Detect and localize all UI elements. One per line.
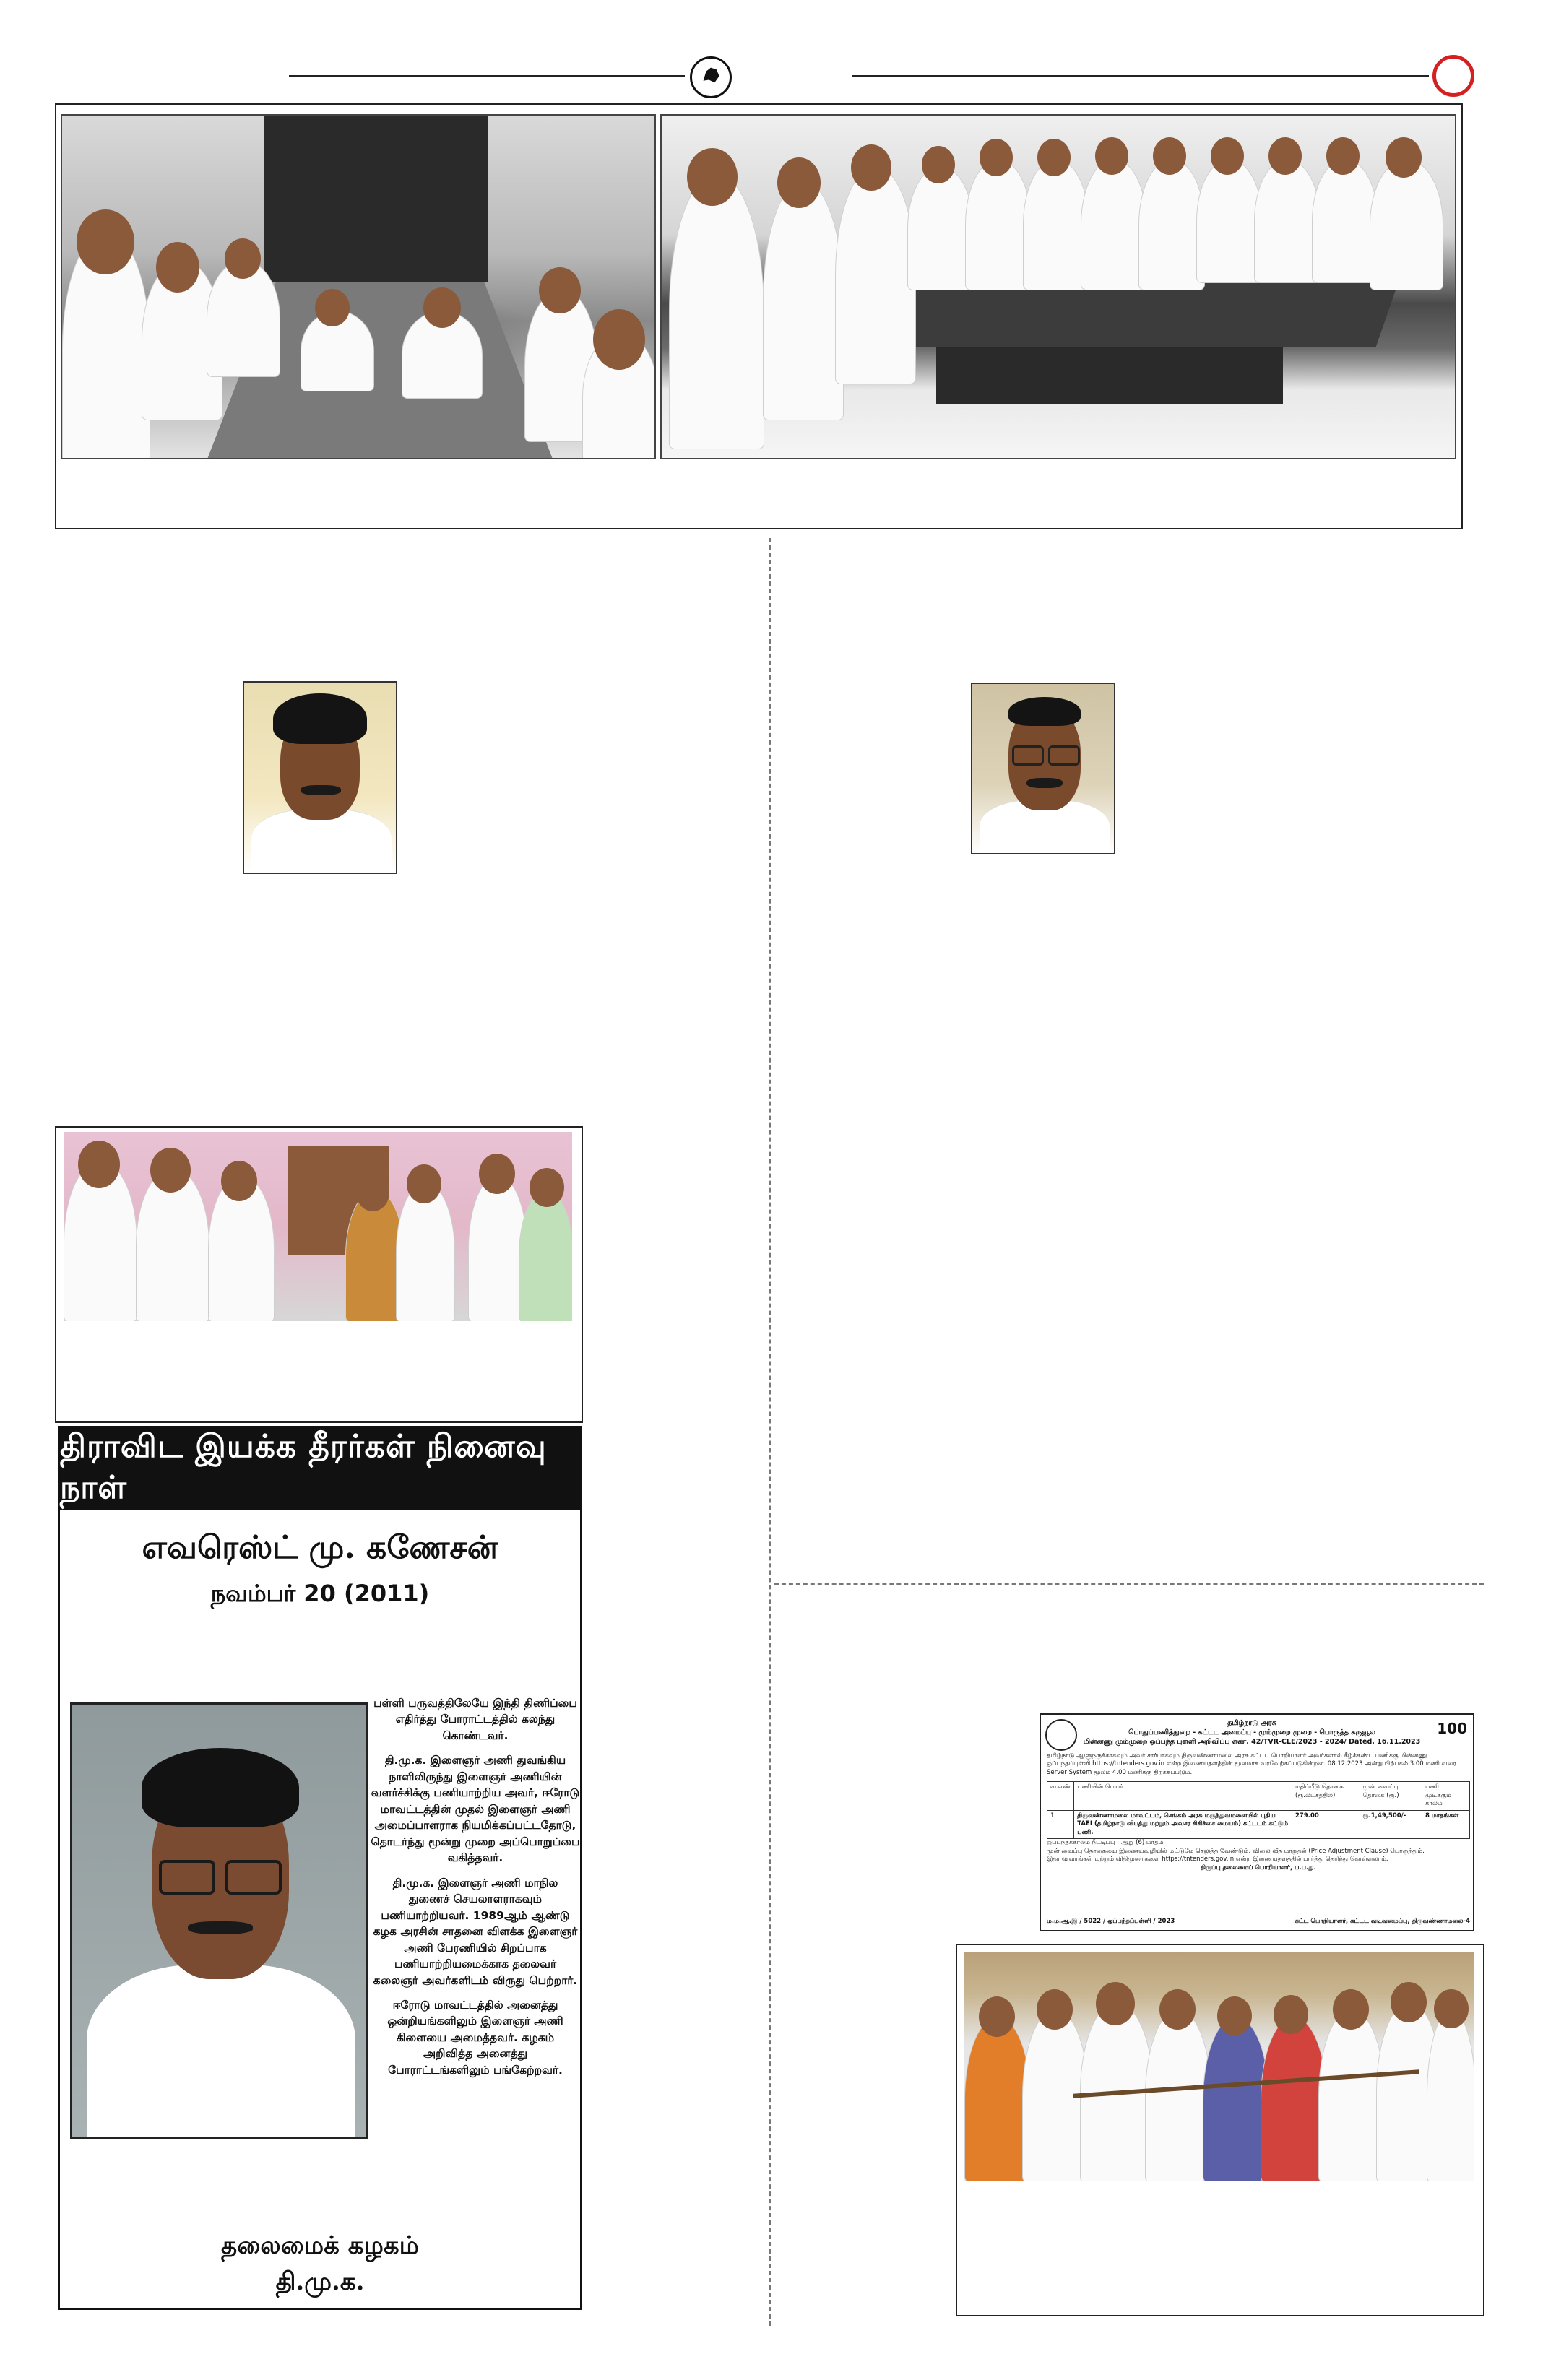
memorial-notice xyxy=(58,1426,582,2310)
memorial-footer-party: தி.மு.க. xyxy=(275,2267,365,2296)
page-number xyxy=(1436,59,1471,93)
table-cell: ரூ.1,49,500/- xyxy=(1360,1810,1422,1838)
tender-note: இதர விவரங்கள் மற்றும் விதிமுறைகளை https://tntenders.gov.in என்ற இணையதளத்தில் பார்த்து தெரிந்து கொள்ளலாம். xyxy=(1047,1856,1388,1864)
leader-portrait-left xyxy=(243,681,397,874)
table-row xyxy=(1047,1782,1470,1810)
tender-header-line: தமிழ்நாடு அரசு xyxy=(1227,1719,1276,1727)
table-header-cell: முன் வைப்பு தொகை (ரூ.) xyxy=(1360,1782,1422,1810)
table-header-cell: வ.எண் xyxy=(1047,1782,1074,1810)
table-header-cell: பணி முடிக்கும் காலம் xyxy=(1422,1782,1469,1810)
memorial-biography xyxy=(371,1695,580,2087)
header-rule-right xyxy=(852,75,1429,77)
tender-issuer: கட்ட பொறியாளர், கட்டட வடிவமைப்பு, திருவண்ணாமலை-4 xyxy=(1295,1917,1470,1925)
memorial-name: எவரெஸ்ட் மு. கணேசன் xyxy=(142,1529,498,1566)
rising-sun-emblem-icon xyxy=(690,56,732,98)
leader-portrait-right xyxy=(971,683,1115,854)
meeting-room-photo xyxy=(61,114,656,459)
table-cell: 279.00 xyxy=(1292,1810,1360,1838)
memorial-paragraph: பள்ளி பருவத்திலேயே இந்தி திணிப்பை எதிர்த்து போராட்டத்தில் கலந்து கொண்டவர். xyxy=(373,1697,577,1742)
crowd-ribbon-photo xyxy=(964,1952,1474,2181)
right-section-divider xyxy=(774,1583,1484,1585)
tender-body xyxy=(1047,1752,1470,1872)
tender-notice xyxy=(1040,1713,1474,1931)
table-cell: 1 xyxy=(1047,1810,1074,1838)
visit-group-photo xyxy=(64,1132,572,1321)
tender-header xyxy=(1079,1719,1425,1747)
table-header-cell: பணியின் பெயர் xyxy=(1074,1782,1292,1810)
table-row xyxy=(1047,1810,1470,1838)
tender-reference: ம.ம.ஆ.இ / 5022 / ஒப்பந்தப்புள்ளி / 2023 xyxy=(1047,1917,1175,1925)
tender-signature: திருப்பு தலைமைப் பொறியாளர், ப.ப.து. xyxy=(1201,1864,1316,1871)
memorial-footer-org: தலைமைக் கழகம் xyxy=(221,2231,419,2260)
page-number-badge xyxy=(1432,55,1474,97)
memorial-heading: திராவிட இயக்க தீரர்கள் நினைவு நாள் xyxy=(60,1428,580,1510)
memorial-portrait xyxy=(70,1702,368,2139)
group-standing-photo xyxy=(660,114,1456,459)
tender-note: ஒப்பந்தக்காலம் நீட்டிப்பு : ஆறு (6) மாதம் xyxy=(1047,1839,1164,1847)
memorial-paragraph: ஈரோடு மாவட்டத்தில் அனைத்து ஒன்றியங்களிலும் இளைஞர் அணி கிளையை அமைத்தவர். கழகம் அறிவித்த அனைத்து போராட்டங்களிலும் பங்கேற்றவர். xyxy=(387,1998,563,2077)
table-cell: 8 மாதங்கள் xyxy=(1422,1810,1469,1838)
tender-header-line: பொதுப்பணித்துறை - கட்டட அமைப்பு - மும்முறை முறை - பொருத்த கருவூல xyxy=(1128,1728,1375,1736)
memorial-paragraph: தி.மு.க. இளைஞர் அணி துவங்கிய நாளிலிருந்து இளைஞர் அணியின் வளர்ச்சிக்கு பணியாற்றிய அவர், ஈரோடு மாவட்டத்தின் முதல் இளைஞர் அணி அமைப்பாளராக நியமிக்கப்பட்டதோடு, தொடர்ந்து மூன்று முறை அப்பொறுப்பை வகித்தவர். xyxy=(371,1754,580,1865)
centenary-badge: 100 xyxy=(1437,1720,1467,1737)
table-header-cell: மதிப்பீடு தொகை (ரூ.லட்சத்தில்) xyxy=(1292,1782,1360,1810)
tender-footer xyxy=(1047,1918,1470,1926)
tender-note: முன் வைப்பு தொகையை இணையவழியில் மட்டுமே செலுத்த வேண்டும். விலை வீத மாறுதல் (Price Adjustment Clause) பொருந்தும். xyxy=(1047,1847,1425,1855)
column-divider xyxy=(769,538,771,2326)
tender-table xyxy=(1047,1781,1470,1839)
memorial-paragraph: தி.மு.க. இளைஞர் அணி மாநில துணைச் செயலாளராகவும் பணியாற்றியவர். 1989ஆம் ஆண்டு கழக அரசின் சாதனை விளக்க இளைஞர் அணி பேரணியில் சிறப்பாக பணியாற்றியமைக்காக தலைவர் கலைஞர் அவர்களிடம் விருது பெற்றார். xyxy=(373,1876,578,1987)
table-cell: திருவண்ணாமலை மாவட்டம், செங்கம் அரசு மருத்துவமனையில் புதிய TAEI (தமிழ்நாடு விபத்து மற்றும் அவசர சிகிச்சை மையம்) கட்டடம் கட்டும் பணி. xyxy=(1074,1810,1292,1838)
tender-header-line: மின்னணு மும்முறை ஒப்பந்த புள்ளி அறிவிப்பு எண். 42/TVR-CLE/2023 - 2024/ Dated. 16.11.2023 xyxy=(1083,1737,1421,1746)
header-rule-left xyxy=(289,75,685,77)
government-seal-icon xyxy=(1045,1719,1077,1751)
tender-body-text: தமிழ்நாடு ஆளுநருக்காகவும் அவர் சார்பாகவும் திருவண்ணாமலை அரசு கட்டட பொறியாளர் அவர்களால் கீழ்க்கண்ட பணிக்கு மின்னணு ஒப்பந்தப்புள்ளி https://tntenders.gov.in என்ற இணையதளத்தின் மூலமாக வரவேற்கப்படுகின்றன. 08.12.2023 அன்று பிற்பகல் 3.00 மணி வரை Server System மூலம் 4.00 மணிக்கு திறக்கப்படும். xyxy=(1047,1752,1457,1776)
memorial-date: நவம்பர் 20 (2011) xyxy=(210,1580,430,1607)
